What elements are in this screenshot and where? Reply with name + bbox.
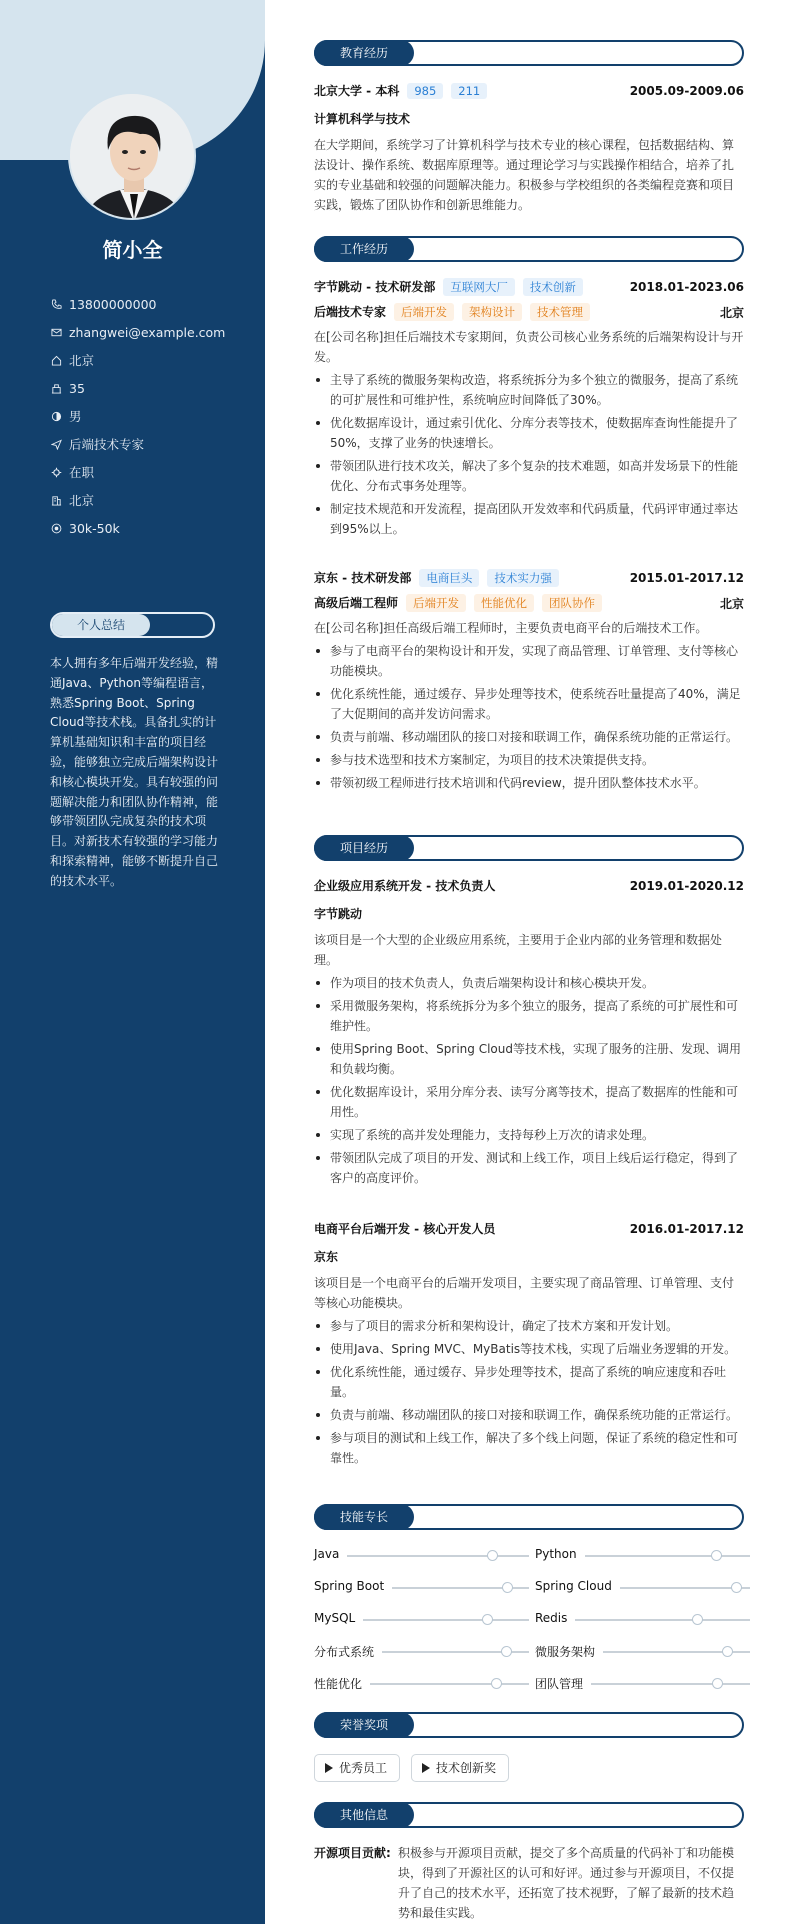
other-entry xyxy=(314,1843,744,1923)
skill-item xyxy=(314,1578,529,1598)
list-item: 主导了系统的微服务架构改造，将系统拆分为多个独立的微服务，提高了系统的可扩展性和可维护性，系统响应时间降低了30%。 xyxy=(314,370,744,410)
list-item: 优化数据库设计，通过索引优化、分库分表等技术，使数据库查询性能提升了50%，支撑了业务的快速增长。 xyxy=(314,413,744,453)
work-date: 2015.01-2017.12 xyxy=(629,571,744,585)
list-item: 带领团队完成了项目的开发、测试和上线工作，项目上线后运行稳定，得到了客户的高度评价。 xyxy=(314,1148,744,1188)
education-school: 北京大学 - 本科 xyxy=(314,84,400,98)
projects-heading xyxy=(314,835,744,861)
project-description: 该项目是一个大型的企业级应用系统，主要用于企业内部的业务管理和数据处理。 xyxy=(314,933,723,967)
info-gender-text: 男 xyxy=(69,409,82,424)
education-heading-label: 教育经历 xyxy=(314,40,414,66)
awards-heading-label: 荣誉奖项 xyxy=(314,1712,414,1738)
work-company-tag: 技术创新 xyxy=(523,278,583,296)
skill-item xyxy=(535,1674,750,1694)
work-date: 2018.01-2023.06 xyxy=(629,280,744,294)
info-home-text: 北京 xyxy=(69,353,95,368)
skill-level-knob xyxy=(712,1678,723,1689)
skill-name: Spring Cloud xyxy=(535,1579,612,1593)
project-date: 2016.01-2017.12 xyxy=(629,1221,744,1236)
work-company-tag: 电商巨头 xyxy=(419,569,479,587)
work-description: 在[公司名称]担任高级后端工程师时，主要负责电商平台的后端技术工作。 xyxy=(314,621,708,635)
play-icon xyxy=(422,1763,430,1773)
project-company: 京东 xyxy=(314,1250,339,1264)
info-gender xyxy=(50,402,225,430)
person-name: 简小全 xyxy=(102,238,163,262)
skill-level-knob xyxy=(487,1550,498,1561)
skill-name: Redis xyxy=(535,1611,568,1625)
info-position xyxy=(50,430,225,458)
project-entry xyxy=(314,1220,744,1468)
skill-level-knob xyxy=(711,1550,722,1561)
home-icon xyxy=(50,354,62,366)
education-tag: 985 xyxy=(407,83,443,99)
work-entry xyxy=(314,278,744,539)
skill-item xyxy=(314,1674,529,1694)
mail-icon xyxy=(50,326,62,338)
phone-icon xyxy=(50,298,62,310)
work-city: 北京 xyxy=(719,596,744,611)
list-item: 使用Java、Spring MVC、MyBatis等技术栈，实现了后端业务逻辑的开发。 xyxy=(314,1339,744,1359)
list-item: 使用Spring Boot、Spring Cloud等技术栈，实现了服务的注册、发现、调用和负载均衡。 xyxy=(314,1039,744,1079)
skill-level-knob xyxy=(731,1582,742,1593)
info-age xyxy=(50,374,225,402)
work-description: 在[公司名称]担任后端技术专家期间，负责公司核心业务系统的后端架构设计与开发。 xyxy=(314,330,744,364)
building-icon xyxy=(50,382,62,394)
work-role: 后端技术专家 xyxy=(314,305,387,319)
skill-track xyxy=(575,1619,750,1621)
skill-item xyxy=(535,1642,750,1662)
project-entry xyxy=(314,877,744,1188)
work-role: 高级后端工程师 xyxy=(314,596,399,610)
work-bullets xyxy=(314,370,744,539)
skill-name: 微服务架构 xyxy=(535,1645,596,1659)
work-role-tag: 团队协作 xyxy=(542,594,602,612)
project-company: 字节跳动 xyxy=(314,907,363,921)
education-major: 计算机科学与技术 xyxy=(314,112,411,126)
info-position-text: 后端技术专家 xyxy=(69,437,145,452)
work-heading xyxy=(314,236,744,262)
skill-name: Java xyxy=(314,1547,340,1561)
projects-heading-label: 项目经历 xyxy=(314,835,414,861)
work-role-tag: 架构设计 xyxy=(462,303,522,321)
info-email-text: zhangwei@example.com xyxy=(69,324,226,340)
info-age-text: 35 xyxy=(69,380,85,396)
other-heading xyxy=(314,1802,744,1828)
list-item: 参与项目的测试和上线工作，解决了多个线上问题，保证了系统的稳定性和可靠性。 xyxy=(314,1428,744,1468)
summary-heading-label: 个人总结 xyxy=(52,614,150,636)
skill-name: Spring Boot xyxy=(314,1579,385,1593)
list-item: 采用微服务架构，将系统拆分为多个独立的服务，提高了系统的可扩展性和可维护性。 xyxy=(314,996,744,1036)
work-role-tag: 后端开发 xyxy=(406,594,466,612)
skill-level-knob xyxy=(491,1678,502,1689)
skill-name: 团队管理 xyxy=(535,1677,584,1691)
skill-item xyxy=(535,1610,750,1630)
skill-item xyxy=(314,1610,529,1630)
skill-item xyxy=(314,1642,529,1662)
skill-level-knob xyxy=(502,1582,513,1593)
summary-text: 本人拥有多年后端开发经验，精通Java、Python等编程语言，熟悉Spring Boot、Spring Cloud等技术栈。具备扎实的计算机基础知识和丰富的项目经验，能够独立完成后端架构设计和核心模块开发。具有较强的问题解决能力和团队协作精神，能够带领团队完成复杂的技术项目。对新技术有较强的学习能力和探索精神，能够不断提升自己的技术水平。 xyxy=(50,656,219,888)
skill-level-knob xyxy=(482,1614,493,1625)
award-label: 技术创新奖 xyxy=(436,1761,497,1775)
info-phone xyxy=(50,290,225,318)
project-description: 该项目是一个电商平台的后端开发项目，主要实现了商品管理、订单管理、支付等核心功能模块。 xyxy=(314,1276,735,1310)
education-date: 2005.09-2009.06 xyxy=(629,83,744,98)
skill-track xyxy=(370,1683,529,1685)
list-item: 作为项目的技术负责人，负责后端架构设计和核心模块开发。 xyxy=(314,973,744,993)
info-status-text: 在职 xyxy=(69,465,95,480)
work-city: 北京 xyxy=(719,305,744,320)
other-heading-label: 其他信息 xyxy=(314,1802,414,1828)
awards-heading xyxy=(314,1712,744,1738)
skills-heading xyxy=(314,1504,744,1530)
work-entry xyxy=(314,569,744,793)
skill-track xyxy=(363,1619,529,1621)
list-item: 优化系统性能，通过缓存、异步处理等技术，提高了系统的响应速度和吞吐量。 xyxy=(314,1362,744,1402)
skill-level-knob xyxy=(722,1646,733,1657)
info-salary xyxy=(50,514,225,542)
list-item: 参与技术选型和技术方案制定，为项目的技术决策提供支持。 xyxy=(314,750,744,770)
skill-track xyxy=(591,1683,750,1685)
project-bullets xyxy=(314,973,744,1188)
work-heading-label: 工作经历 xyxy=(314,236,414,262)
education-description: 在大学期间，系统学习了计算机科学与技术专业的核心课程，包括数据结构、算法设计、操作系统、数据库原理等。通过理论学习与实践操作相结合，培养了扎实的专业基础和较强的问题解决能力。积极参与学校组织的各类编程竞赛和项目实践，锻炼了团队协作和创新思维能力。 xyxy=(314,138,735,212)
info-salary-text: 30k-50k xyxy=(69,520,120,536)
info-status xyxy=(50,458,225,486)
work-company: 字节跳动 - 技术研发部 xyxy=(314,280,436,294)
education-heading xyxy=(314,40,744,66)
education-entry xyxy=(314,82,744,215)
project-date: 2019.01-2020.12 xyxy=(629,878,744,893)
info-phone-text: 13800000000 xyxy=(69,296,157,312)
skill-level-knob xyxy=(501,1646,512,1657)
work-company: 京东 - 技术研发部 xyxy=(314,571,412,585)
send-icon xyxy=(50,438,62,450)
work-role-tag: 后端开发 xyxy=(394,303,454,321)
gender-icon xyxy=(50,410,62,422)
skill-name: 分布式系统 xyxy=(314,1645,375,1659)
info-city-text: 北京 xyxy=(69,493,95,508)
list-item: 带领初级工程师进行技术培训和代码review，提升团队整体技术水平。 xyxy=(314,773,744,793)
skill-item xyxy=(535,1578,750,1598)
list-item: 参与了电商平台的架构设计和开发，实现了商品管理、订单管理、支付等核心功能模块。 xyxy=(314,641,744,681)
work-role-tag: 技术管理 xyxy=(530,303,590,321)
project-name: 电商平台后端开发 - 核心开发人员 xyxy=(314,1222,496,1236)
skill-item xyxy=(535,1546,750,1566)
salary-icon xyxy=(50,522,62,534)
info-city xyxy=(50,486,225,514)
project-bullets xyxy=(314,1316,744,1468)
skill-item xyxy=(314,1546,529,1566)
contact-info-list xyxy=(50,290,225,542)
play-icon xyxy=(325,1763,333,1773)
info-email xyxy=(50,318,225,346)
list-item: 负责与前端、移动端团队的接口对接和联调工作，确保系统功能的正常运行。 xyxy=(314,727,744,747)
list-item: 优化系统性能，通过缓存、异步处理等技术，使系统吞吐量提高了40%，满足了大促期间的高并发访问需求。 xyxy=(314,684,744,724)
skills-heading-label: 技能专长 xyxy=(314,1504,414,1530)
work-company-tag: 互联网大厂 xyxy=(443,278,515,296)
list-item: 优化数据库设计，采用分库分表、读写分离等技术，提高了数据库的性能和可用性。 xyxy=(314,1082,744,1122)
work-role-tag: 性能优化 xyxy=(474,594,534,612)
city-icon xyxy=(50,494,62,506)
skill-track xyxy=(585,1555,750,1557)
work-bullets xyxy=(314,641,744,793)
award-badge xyxy=(411,1754,509,1782)
list-item: 实现了系统的高并发处理能力，支持每秒上万次的请求处理。 xyxy=(314,1125,744,1145)
project-name: 企业级应用系统开发 - 技术负责人 xyxy=(314,879,496,893)
work-company-tag: 技术实力强 xyxy=(487,569,559,587)
other-text: 积极参与开源项目贡献，提交了多个高质量的代码补丁和功能模块，得到了开源社区的认可和好评。通过参与开源项目，不仅提升了自己的技术水平，还拓宽了技术视野，了解了最新的技术趋势和最佳实践。 xyxy=(398,1846,735,1920)
skill-level-knob xyxy=(692,1614,703,1625)
list-item: 带领团队进行技术攻关，解决了多个复杂的技术难题，如高并发场景下的性能优化、分布式事务处理等。 xyxy=(314,456,744,496)
status-icon xyxy=(50,466,62,478)
avatar xyxy=(68,92,196,220)
skill-track xyxy=(347,1555,529,1557)
list-item: 参与了项目的需求分析和架构设计，确定了技术方案和开发计划。 xyxy=(314,1316,744,1336)
sidebar xyxy=(0,0,265,1924)
other-label: 开源项目贡献: xyxy=(314,1846,391,1860)
award-badge xyxy=(314,1754,400,1782)
skill-name: Python xyxy=(535,1547,577,1561)
info-home xyxy=(50,346,225,374)
summary-heading xyxy=(50,612,215,638)
list-item: 负责与前端、移动端团队的接口对接和联调工作，确保系统功能的正常运行。 xyxy=(314,1405,744,1425)
skill-name: MySQL xyxy=(314,1611,356,1625)
skill-name: 性能优化 xyxy=(314,1677,363,1691)
award-label: 优秀员工 xyxy=(339,1761,388,1775)
education-tag: 211 xyxy=(451,83,487,99)
list-item: 制定技术规范和开发流程，提高团队开发效率和代码质量，代码评审通过率达到95%以上。 xyxy=(314,499,744,539)
